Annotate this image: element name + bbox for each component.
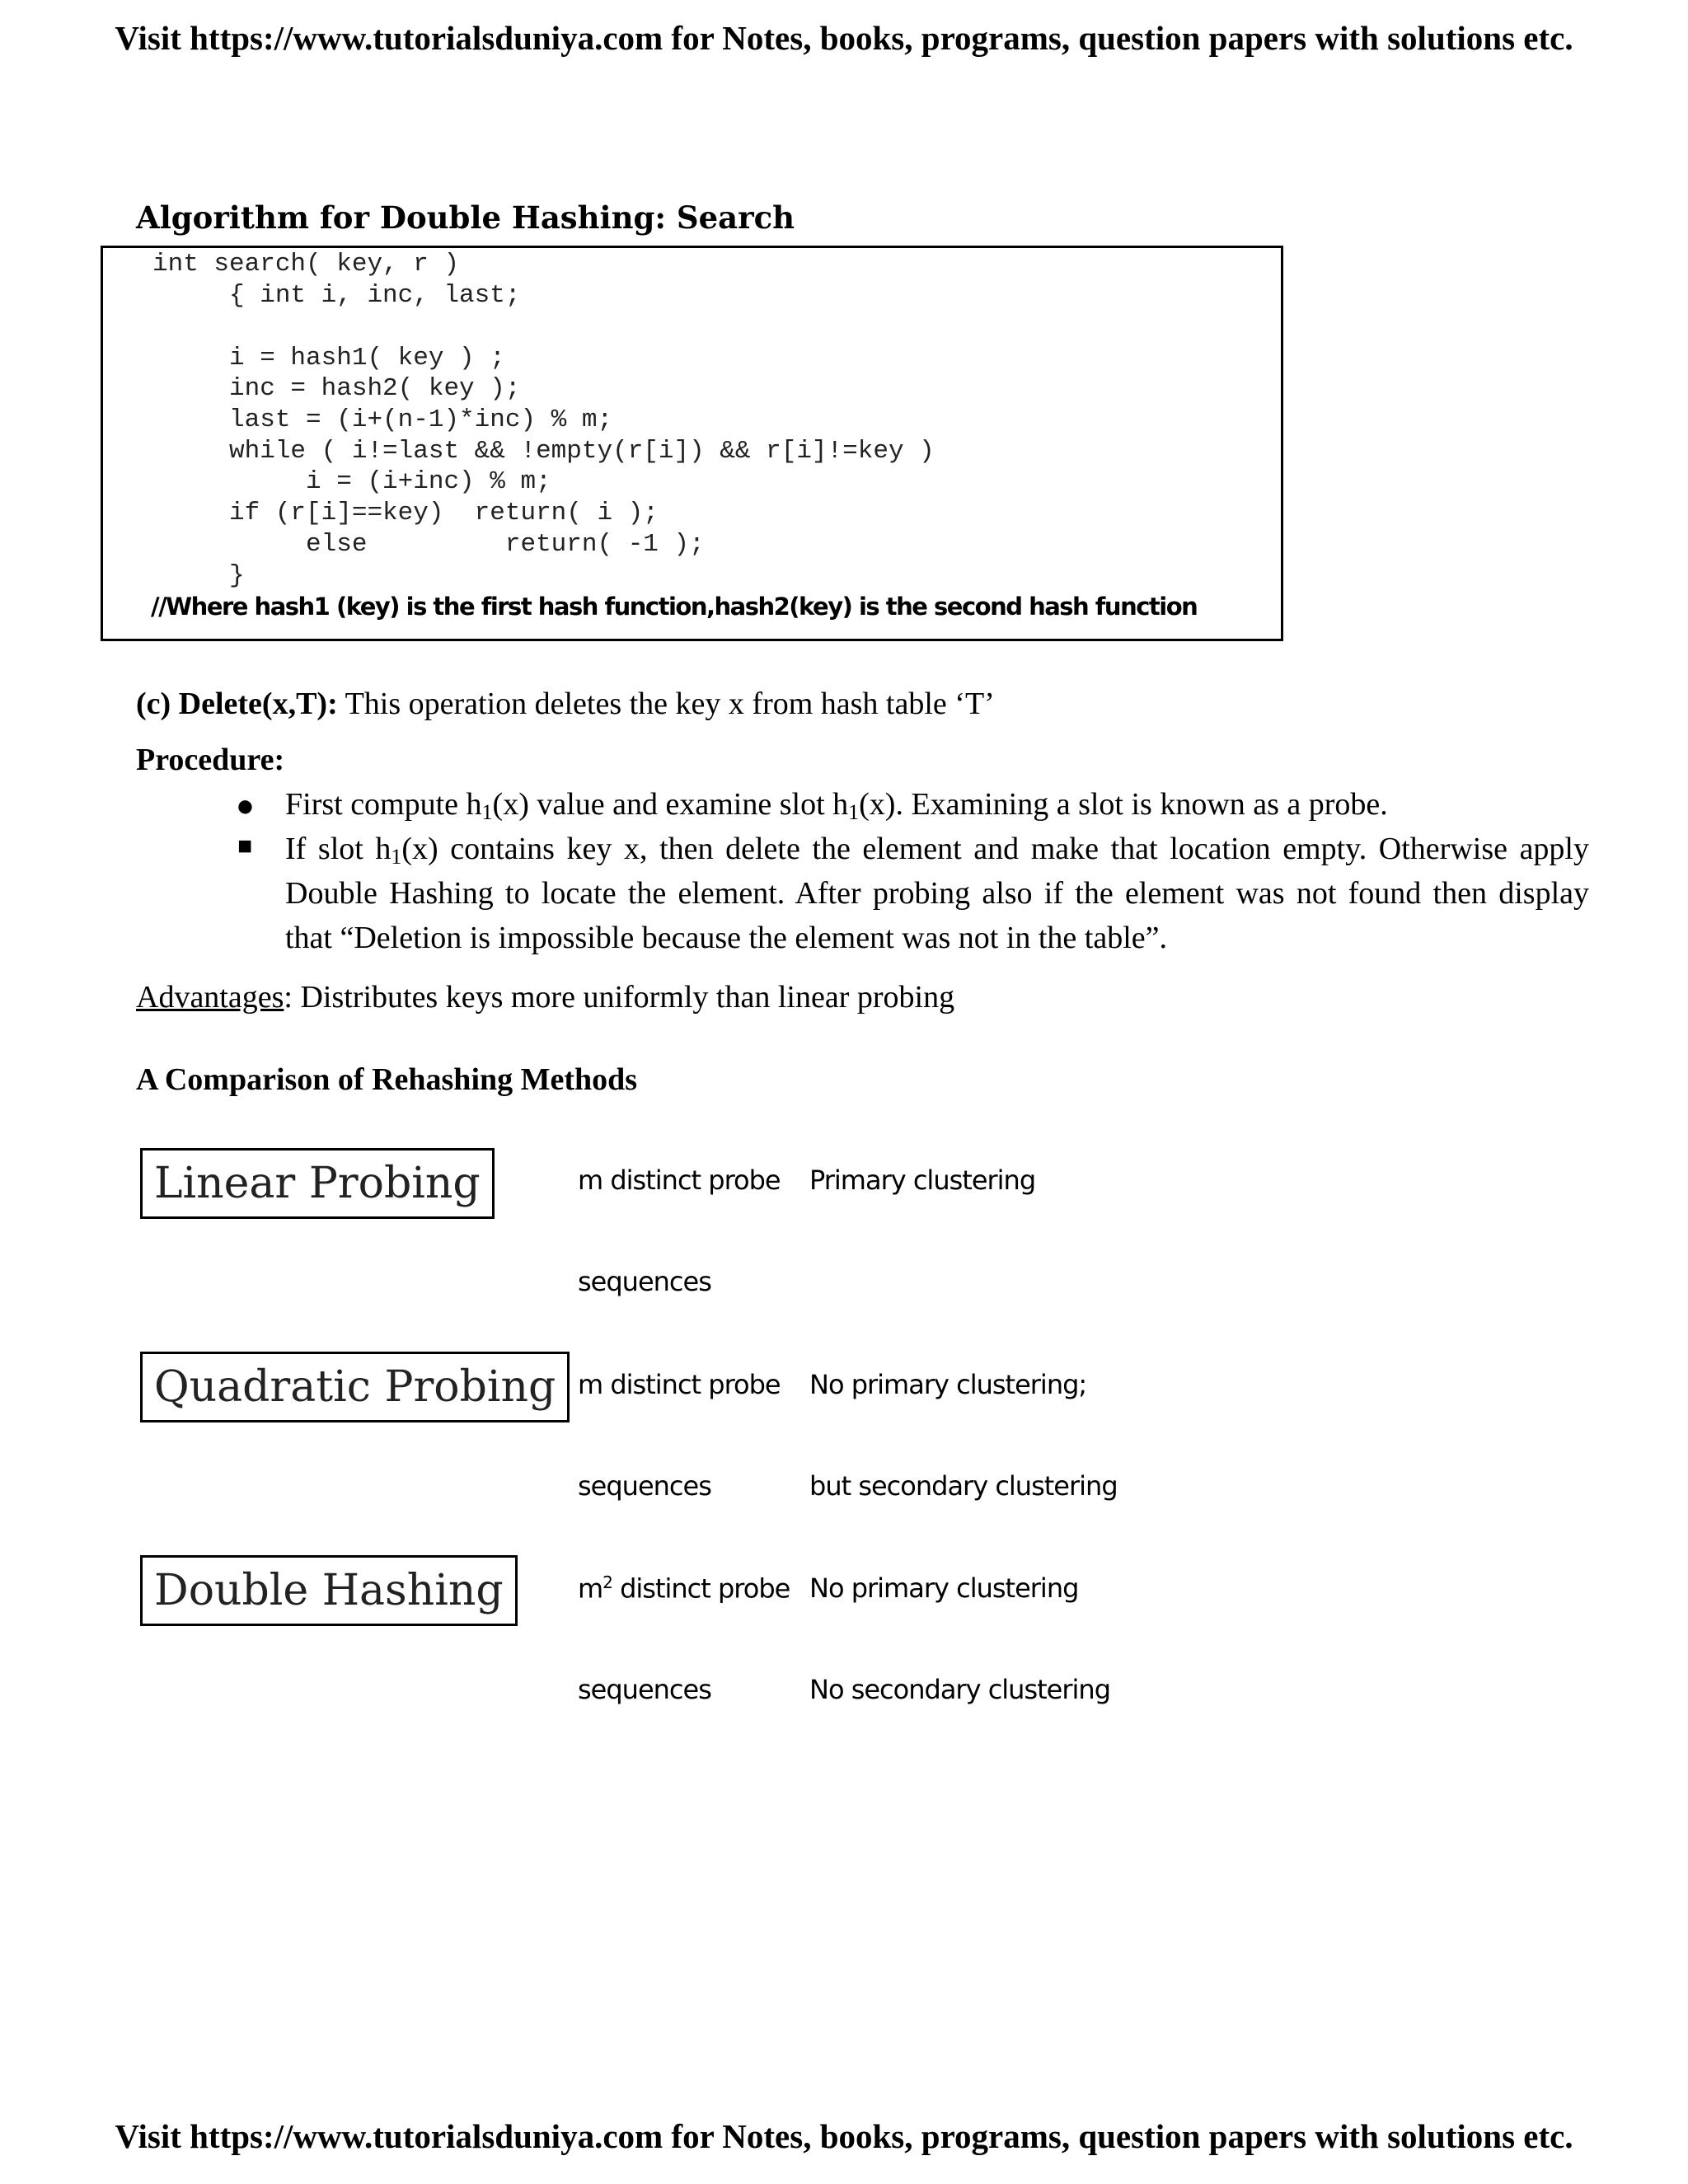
double-cluster-line1: No primary clustering [809, 1572, 1079, 1604]
code-line-8: i = (i+inc) % m; [152, 467, 551, 496]
code-line-5: inc = hash2( key ); [152, 374, 521, 403]
code-line-11: } [152, 561, 245, 590]
header-banner: Visit https://www.tutorialsduniya.com for Notes, books, programs, question papers with solutions etc. [115, 19, 1573, 57]
quadratic-seq-line2: sequences [578, 1470, 711, 1502]
quadratic-cluster-line2: but secondary clustering [809, 1470, 1118, 1502]
linear-seq-line1: m distinct probe [578, 1165, 781, 1196]
advantages-label: Advantages [136, 980, 284, 1015]
bullet-2-line-1: If slot $h_1(x)$ contains key x, then delete the element and make that location empty. Otherwise apply [285, 832, 1589, 869]
delete-label: (c) Delete(x,T): [136, 687, 338, 721]
linear-cluster-line1: Primary clustering [809, 1165, 1036, 1196]
bullet-1: First compute $h_1(x)$ value and examine slot $h_1(x)$. Examining a slot is known as a probe. [285, 787, 1388, 824]
delete-heading [136, 686, 995, 722]
algorithm-title: Algorithm for Double Hashing: Search [136, 199, 795, 236]
code-line-9: if (r[i]==key) return( i ); [152, 499, 659, 527]
code-line-2: { int i, inc, last; [152, 281, 521, 310]
advantages [136, 979, 954, 1015]
code-line-7: while ( i!=last && !empty(r[i]) && r[i]!=key ) [152, 437, 935, 466]
code-box [101, 246, 1283, 641]
bullet-square-icon: ■ [237, 832, 253, 860]
method-box-double-hashing: Double Hashing [140, 1555, 518, 1626]
advantages-text: : Distributes keys more uniformly than linear probing [284, 980, 955, 1015]
bullet-2-line-3: that “Deletion is impossible because the element was not in the table”. [285, 921, 1168, 955]
linear-seq-line2: sequences [578, 1266, 711, 1297]
code-line-4: i = hash1( key ) ; [152, 344, 505, 373]
method-box-quadratic-probing: Quadratic Probing [140, 1352, 570, 1422]
code-line-10: else return( -1 ); [152, 530, 705, 559]
quadratic-cluster-line1: No primary clustering; [809, 1369, 1087, 1400]
double-seq-line1: $m^2$ distinct probe [578, 1572, 790, 1605]
procedure-label: Procedure: [136, 743, 285, 777]
double-cluster-line2: No secondary clustering [809, 1674, 1110, 1705]
code-line-1: int search( key, r ) [152, 250, 460, 279]
method-box-linear-probing: Linear Probing [140, 1148, 495, 1219]
bullet-2-line-2: Double Hashing to locate the element. After probing also if the element was not found then display [285, 876, 1589, 911]
code-line-6: last = (i+(n-1)*inc) % m; [152, 405, 613, 434]
bullet-dot-icon: ● [236, 789, 255, 823]
code-comment: //Where hash1 (key) is the first hash function,hash2(key) is the second hash function [151, 593, 1198, 621]
footer-banner: Visit https://www.tutorialsduniya.com for Notes, books, programs, question papers with solutions etc. [115, 2117, 1573, 2155]
quadratic-seq-line1: m distinct probe [578, 1369, 781, 1400]
delete-text: This operation deletes the key x from hash table ‘T’ [337, 687, 995, 721]
double-seq-line2: sequences [578, 1674, 711, 1705]
comparison-title: A Comparison of Rehashing Methods [136, 1062, 638, 1097]
